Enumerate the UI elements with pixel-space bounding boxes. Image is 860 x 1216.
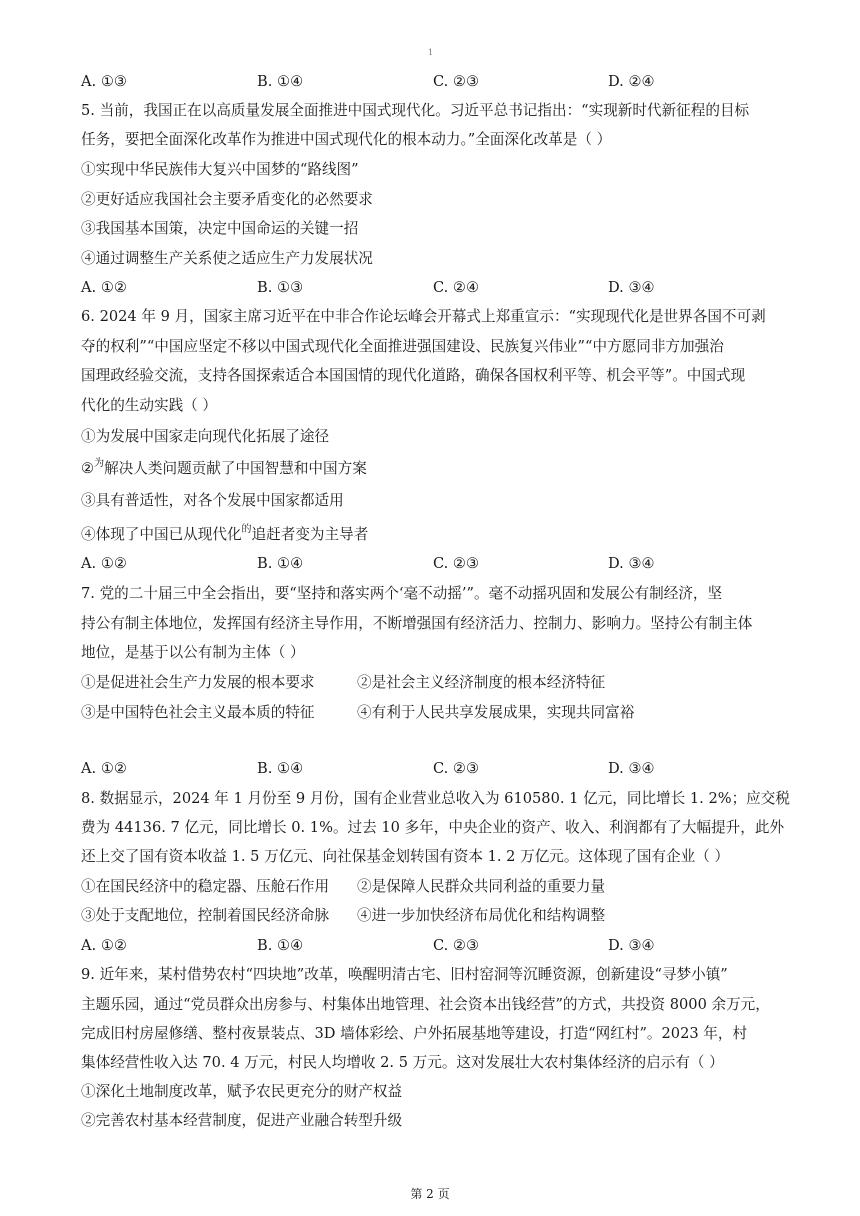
option-b: B. ①④ xyxy=(257,937,304,954)
question-7-stem-line: 持公有制主体地位，发挥国有经济主导作用，不断增强国有经济活力、控制力、影响力。坚持公有制主体 xyxy=(81,615,753,632)
question-6-statement-1: ①为发展中国家走向现代化拓展了途径 xyxy=(81,428,330,445)
question-6-stem-line: 夺的权利”“中国应坚定不移以中国式现代化全面推进强国建设、民族复兴伟业”“中方愿同非方加强治 xyxy=(81,338,724,355)
top-mark: 1 xyxy=(428,48,434,57)
question-8-statement-3: ③处于支配地位，控制着国民经济命脉 xyxy=(81,907,330,924)
question-8-statement-4: ④进一步加快经济布局优化和结构调整 xyxy=(357,907,606,924)
raised-character: 的 xyxy=(241,524,252,535)
question-5-stem-line: 任务，要把全面深化改革作为推进中国式现代化的根本动力。”全面深化改革是（ ） xyxy=(81,131,612,148)
question-7-stem-line: 7. 党的二十届三中全会指出，要“坚持和落实两个‘毫不动摇’”。毫不动摇巩固和发展公有制经济，坚 xyxy=(81,585,723,602)
question-6-stem-line: 代化的生动实践（ ） xyxy=(81,397,217,414)
page-number: 第 2 页 xyxy=(410,1187,450,1201)
option-c: C. ②④ xyxy=(433,279,480,296)
question-5-options xyxy=(81,277,781,299)
question-8-stem-line: 还上交了国有资本收益 1. 5 万亿元、向社保基金划转国有资本 1. 2 万亿元。这体现了国有企业（ ） xyxy=(81,848,730,865)
option-a: A. ①③ xyxy=(81,73,127,90)
question-7-stem-line: 地位，是基于以公有制为主体（ ） xyxy=(81,644,305,661)
question-9-stem-line: 集体经营性收入达 70. 4 万元，村民人均增收 2. 5 万元。这对发展壮大农村集体经济的启示有（ ） xyxy=(81,1054,724,1071)
question-7-statement-2: ②是社会主义经济制度的根本经济特征 xyxy=(357,674,606,691)
question-5-stem-line: 5. 当前，我国正在以高质量发展全面推进中国式现代化。习近平总书记指出：“实现新时代新征程的目标 xyxy=(81,102,750,119)
option-a: A. ①② xyxy=(81,937,127,954)
question-7-options xyxy=(81,758,781,780)
option-d: D. ②④ xyxy=(608,73,655,90)
statement-text: ④体现了中国已从现代化 xyxy=(81,526,242,543)
option-c: C. ②③ xyxy=(433,73,480,90)
option-b: B. ①④ xyxy=(257,73,304,90)
question-6-stem-line: 6. 2024 年 9 月，国家主席习近平在中非合作论坛峰会开幕式上郑重宣示：“实现现代化是世界各国不可剥 xyxy=(81,308,766,325)
question-9-stem-line: 主题乐园，通过“党员群众出房参与、村集体出地管理、社会资本出钱经营”的方式，共投资 8000 余万元， xyxy=(81,996,770,1013)
question-9-stem-line: 完成旧村房屋修缮、整村夜景装点、3D 墙体彩绘、户外拓展基地等建设，打造“网红村”。2023 年，村 xyxy=(81,1025,748,1042)
statement-text: 解决人类问题贡献了中国智慧和中国方案 xyxy=(104,460,367,477)
question-6-statement-3: ③具有普适性，对各个发展中国家都适用 xyxy=(81,492,344,509)
answer-options-row xyxy=(81,71,781,93)
option-d: D. ③④ xyxy=(608,279,655,296)
option-c: C. ②③ xyxy=(433,555,480,572)
raised-character: 为 xyxy=(94,458,105,469)
question-5-statement-4: ④通过调整生产关系使之适应生产力发展状况 xyxy=(81,250,373,267)
question-7-statements-row xyxy=(81,672,781,694)
option-a: A. ①② xyxy=(81,555,127,572)
question-8-statements-row xyxy=(81,876,781,898)
question-8-stem-line: 费为 44136. 7 亿元，同比增长 0. 1%。过去 10 多年，中央企业的资产、收入、利润都有了大幅提升，此外 xyxy=(81,819,785,836)
question-6-options xyxy=(81,553,781,575)
statement-text: 追赶者变为主导者 xyxy=(251,526,369,543)
question-7-statement-1: ①是促进社会生产力发展的根本要求 xyxy=(81,674,315,691)
question-6-statement-4 xyxy=(81,524,368,548)
option-b: B. ①④ xyxy=(257,760,304,777)
question-5-statement-2: ②更好适应我国社会主要矛盾变化的必然要求 xyxy=(81,191,373,208)
question-6-stem-line: 国理政经验交流，支持各国探索适合本国国情的现代化道路，确保各国权利平等、机会平等”。中国式现 xyxy=(81,367,746,384)
question-7-statement-3: ③是中国特色社会主义最本质的特征 xyxy=(81,704,315,721)
question-6-statement-2 xyxy=(81,458,367,482)
question-5-statement-1: ①实现中华民族伟大复兴中国梦的“路线图” xyxy=(81,161,359,178)
question-9-statement-1: ①深化土地制度改革，赋予农民更充分的财产权益 xyxy=(81,1083,403,1100)
option-a: A. ①② xyxy=(81,760,127,777)
question-9-stem-line: 9. 近年来，某村借势农村“四块地”改革，唤醒明清古宅、旧村窑洞等沉睡资源，创新建设“寻梦小镇” xyxy=(81,966,728,983)
option-b: B. ①③ xyxy=(257,279,304,296)
question-5-statement-3: ③我国基本国策，决定中国命运的关键一招 xyxy=(81,220,359,237)
option-d: D. ③④ xyxy=(608,555,655,572)
question-7-statement-4: ④有利于人民共享发展成果，实现共同富裕 xyxy=(357,704,635,721)
option-d: D. ③④ xyxy=(608,937,655,954)
option-d: D. ③④ xyxy=(608,760,655,777)
question-9-statement-2: ②完善农村基本经营制度，促进产业融合转型升级 xyxy=(81,1112,403,1129)
statement-number: ② xyxy=(81,460,95,477)
question-8-statement-2: ②是保障人民群众共同利益的重要力量 xyxy=(357,878,606,895)
option-a: A. ①② xyxy=(81,279,127,296)
question-8-options xyxy=(81,935,781,957)
question-8-statement-1: ①在国民经济中的稳定器、压舱石作用 xyxy=(81,878,330,895)
option-b: B. ①④ xyxy=(257,555,304,572)
option-c: C. ②③ xyxy=(433,760,480,777)
question-7-statements-row xyxy=(81,702,781,724)
question-8-statements-row xyxy=(81,905,781,927)
option-c: C. ②③ xyxy=(433,937,480,954)
question-8-stem-line: 8. 数据显示，2024 年 1 月份至 9 月份，国有企业营业总收入为 610580. 1 亿元，同比增长 1. 2%；应交税 xyxy=(81,790,790,807)
